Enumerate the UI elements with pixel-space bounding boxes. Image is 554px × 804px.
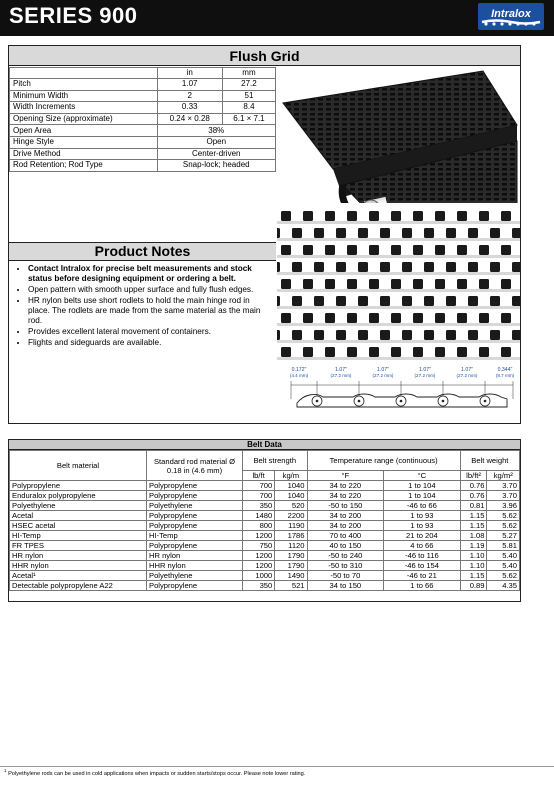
- belt-cell-rod: Polypropylene: [147, 481, 243, 491]
- belt-cell-kgm2: 4.35: [487, 581, 520, 591]
- spec-label: Pitch: [10, 79, 158, 91]
- header-rod: Standard rod material Ø 0.18 in (4.6 mm): [147, 451, 243, 481]
- spec-table: [9, 67, 276, 172]
- spec-label: Opening Size (approximate): [10, 113, 158, 125]
- belt-cell-lbft2: 1.15: [460, 521, 487, 531]
- belt-cell-kgm2: 5.27: [487, 531, 520, 541]
- belt-cell-kgm: 1786: [275, 531, 307, 541]
- belt-cell-lbft2: 1.10: [460, 551, 487, 561]
- belt-cell-lbft2: 1.19: [460, 541, 487, 551]
- notes-item: • Provides excellent lateral movement of containers.: [28, 327, 270, 337]
- belt-cell-kgm2: 5.62: [487, 521, 520, 531]
- belt-cell-rod: Polypropylene: [147, 511, 243, 521]
- belt-cell-lbft2: 0.76: [460, 491, 487, 501]
- belt-cell-c: -46 to 116: [384, 551, 461, 561]
- product-title: Flush Grid: [9, 46, 520, 66]
- belt-cell-kgm: 1790: [275, 561, 307, 571]
- header-kgm2: kg/m²: [487, 471, 520, 481]
- notes-item: • Open pattern with smooth upper surface and fully flush edges.: [28, 285, 270, 295]
- belt-cell-kgm2: 5.62: [487, 571, 520, 581]
- footnote-divider: [0, 766, 554, 767]
- dim-edge-left: 0.172": [291, 367, 307, 373]
- spec-unit-blank: [10, 68, 158, 79]
- belt-cell-lbft: 700: [243, 491, 275, 501]
- belt-cell-material: FR TPES: [10, 541, 147, 551]
- belt-data-title: Belt Data: [9, 440, 520, 450]
- belt-cell-f: 34 to 220: [307, 491, 384, 501]
- belt-cell-kgm: 2200: [275, 511, 307, 521]
- belt-cell-c: 4 to 66: [384, 541, 461, 551]
- pitch-dimension-drawing: [277, 363, 520, 423]
- belt-cell-kgm2: 5.40: [487, 561, 520, 571]
- notes-item: • Contact Intralox for precise belt measurements and stock status before designing equipment or ordering a belt.: [28, 264, 270, 284]
- dim-pitch: 1.07": [461, 367, 473, 373]
- belt-data-panel: [8, 439, 521, 602]
- spec-unit-mm: mm: [222, 68, 275, 79]
- belt-cell-material: Detectable polypropylene A22: [10, 581, 147, 591]
- spec-mm: 8.4: [222, 102, 275, 114]
- dim-pitch-mm: (27.2 mm): [330, 373, 352, 378]
- header-temp: Temperature range (continuous): [307, 451, 460, 471]
- footnote-text: Polyethylene rods can be used in cold applications when impacts or sudden starts/stops occur. Please note lower rating.: [8, 770, 306, 777]
- spec-row: [10, 90, 276, 102]
- spec-mm: 51: [222, 90, 275, 102]
- notes-list: [18, 264, 270, 349]
- belt-data-row: [10, 491, 520, 501]
- belt-cell-kgm: 1790: [275, 551, 307, 561]
- belt-cell-lbft: 1200: [243, 561, 275, 571]
- belt-cell-kgm: 1490: [275, 571, 307, 581]
- header-weight: Belt weight: [460, 451, 519, 471]
- logo-text: Intralox: [491, 8, 531, 20]
- belt-data-row: [10, 521, 520, 531]
- spec-unit-row: [10, 68, 276, 79]
- header-degf: °F: [307, 471, 384, 481]
- belt-cell-c: 1 to 93: [384, 521, 461, 531]
- belt-header-row: [10, 451, 520, 471]
- spec-row: [10, 160, 276, 172]
- spec-in: 2: [157, 90, 222, 102]
- belt-cell-lbft: 1000: [243, 571, 275, 581]
- spec-value: Snap-lock; headed: [157, 160, 275, 172]
- belt-cell-kgm2: 5.81: [487, 541, 520, 551]
- footnote-mark: 1: [4, 768, 7, 773]
- belt-cell-material: Polypropylene: [10, 481, 147, 491]
- belt-cell-c: -46 to 154: [384, 561, 461, 571]
- dim-edge-left-mm: (4.4 mm): [289, 373, 309, 378]
- dim-pitch-mm: (27.2 mm): [456, 373, 478, 378]
- notes-item: • Flights and sideguards are available.: [28, 338, 270, 348]
- belt-data-row: [10, 571, 520, 581]
- belt-cell-material: Acetal¹: [10, 571, 147, 581]
- belt-cell-lbft: 350: [243, 501, 275, 511]
- belt-cell-c: 1 to 104: [384, 491, 461, 501]
- belt-cell-rod: HR nylon: [147, 551, 243, 561]
- belt-cell-f: -50 to 240: [307, 551, 384, 561]
- dim-edge-right: 0.344": [497, 367, 513, 373]
- belt-cell-f: 34 to 200: [307, 521, 384, 531]
- belt-cell-material: HHR nylon: [10, 561, 147, 571]
- belt-cell-rod: Polypropylene: [147, 491, 243, 501]
- belt-cell-material: HI-Temp: [10, 531, 147, 541]
- spec-row: [10, 125, 276, 137]
- belt-cell-rod: Polypropylene: [147, 521, 243, 531]
- spec-value: Center-driven: [157, 148, 275, 160]
- belt-cell-lbft: 350: [243, 581, 275, 591]
- spec-row: [10, 136, 276, 148]
- header-bar: [0, 0, 554, 36]
- belt-cell-kgm: 1040: [275, 481, 307, 491]
- belt-cell-kgm2: 3.70: [487, 481, 520, 491]
- belt-cell-lbft: 1200: [243, 551, 275, 561]
- belt-cell-kgm: 521: [275, 581, 307, 591]
- belt-cell-rod: HHR nylon: [147, 561, 243, 571]
- belt-cell-f: 34 to 220: [307, 481, 384, 491]
- belt-cell-f: 34 to 200: [307, 511, 384, 521]
- belt-cell-f: -50 to 70: [307, 571, 384, 581]
- belt-cell-lbft2: 1.10: [460, 561, 487, 571]
- spec-label: Width Increments: [10, 102, 158, 114]
- belt-cell-material: Acetal: [10, 511, 147, 521]
- belt-cell-kgm: 520: [275, 501, 307, 511]
- belt-cell-material: HR nylon: [10, 551, 147, 561]
- belt-cell-lbft: 800: [243, 521, 275, 531]
- spec-in: 0.33: [157, 102, 222, 114]
- belt-cell-lbft: 750: [243, 541, 275, 551]
- belt-cell-material: HSEC acetal: [10, 521, 147, 531]
- belt-cell-rod: Polypropylene: [147, 581, 243, 591]
- intralox-logo: [478, 3, 544, 30]
- belt-cell-f: 34 to 150: [307, 581, 384, 591]
- belt-cell-c: 1 to 104: [384, 481, 461, 491]
- header-strength: Belt strength: [243, 451, 308, 471]
- header-degc: °C: [384, 471, 461, 481]
- belt-cell-f: -50 to 150: [307, 501, 384, 511]
- dim-pitch: 1.07": [377, 367, 389, 373]
- belt-cell-kgm2: 5.40: [487, 551, 520, 561]
- header-kgm: kg/m: [275, 471, 307, 481]
- header-lbft2: lb/ft²: [460, 471, 487, 481]
- belt-cell-f: 70 to 400: [307, 531, 384, 541]
- belt-cell-lbft: 700: [243, 481, 275, 491]
- spec-mm: 27.2: [222, 79, 275, 91]
- belt-cell-kgm2: 5.62: [487, 511, 520, 521]
- belt-data-row: [10, 511, 520, 521]
- belt-cell-f: 40 to 150: [307, 541, 384, 551]
- belt-cell-rod: Polypropylene: [147, 541, 243, 551]
- belt-cell-lbft2: 0.81: [460, 501, 487, 511]
- spec-label: Hinge Style: [10, 136, 158, 148]
- belt-cell-lbft2: 1.08: [460, 531, 487, 541]
- belt-data-row: [10, 541, 520, 551]
- spec-label: Rod Retention; Rod Type: [10, 160, 158, 172]
- dim-pitch: 1.07": [335, 367, 347, 373]
- belt-cell-kgm: 1190: [275, 521, 307, 531]
- belt-cell-c: -46 to 66: [384, 501, 461, 511]
- dim-pitch-mm: (27.2 mm): [414, 373, 436, 378]
- belt-cell-c: 1 to 93: [384, 511, 461, 521]
- belt-data-row: [10, 501, 520, 511]
- spec-row: [10, 102, 276, 114]
- spec-label: Open Area: [10, 125, 158, 137]
- spec-in: 1.07: [157, 79, 222, 91]
- notes-item: • HR nylon belts use short rodlets to hold the main hinge rod in place. The rodlets are made from the same material as the main rod.: [28, 296, 270, 326]
- belt-cell-material: Polyethylene: [10, 501, 147, 511]
- belt-cell-rod: Polyethylene: [147, 571, 243, 581]
- spec-row: [10, 148, 276, 160]
- belt-cell-kgm: 1120: [275, 541, 307, 551]
- belt-cell-lbft: 1200: [243, 531, 275, 541]
- spec-value: 38%: [157, 125, 275, 137]
- series-title: SERIES 900: [9, 3, 138, 28]
- belt-cell-lbft2: 0.89: [460, 581, 487, 591]
- spec-value: Open: [157, 136, 275, 148]
- belt-cell-c: -46 to 21: [384, 571, 461, 581]
- belt-cell-kgm2: 3.70: [487, 491, 520, 501]
- belt-cell-kgm: 1040: [275, 491, 307, 501]
- spec-mm: 6.1 × 7.1: [222, 113, 275, 125]
- belt-cell-lbft2: 1.15: [460, 511, 487, 521]
- spec-row: [10, 113, 276, 125]
- header-material: Belt material: [10, 451, 147, 481]
- belt-data-row: [10, 581, 520, 591]
- belt-cell-lbft2: 1.15: [460, 571, 487, 581]
- product-panel: [8, 45, 521, 424]
- belt-data-row: [10, 531, 520, 541]
- belt-cell-lbft: 1480: [243, 511, 275, 521]
- belt-cell-lbft2: 0.76: [460, 481, 487, 491]
- dim-pitch: 1.07": [419, 367, 431, 373]
- belt-cell-f: -50 to 310: [307, 561, 384, 571]
- belt-data-table: [9, 450, 520, 591]
- belt-cell-c: 21 to 204: [384, 531, 461, 541]
- belt-cell-c: 1 to 66: [384, 581, 461, 591]
- belt-cell-kgm2: 3.96: [487, 501, 520, 511]
- dim-edge-right-mm: (8.7 mm): [495, 373, 515, 378]
- spec-in: 0.24 × 0.28: [157, 113, 222, 125]
- belt-data-row: [10, 551, 520, 561]
- belt-cell-rod: Polyethylene: [147, 501, 243, 511]
- footnote: [4, 768, 305, 777]
- spec-row: [10, 79, 276, 91]
- spec-label: Drive Method: [10, 148, 158, 160]
- belt-data-row: [10, 481, 520, 491]
- dim-pitch-mm: (27.2 mm): [372, 373, 394, 378]
- spec-label: Minimum Width: [10, 90, 158, 102]
- notes-title: Product Notes: [9, 242, 276, 261]
- product-notes: [9, 242, 276, 424]
- belt-cell-rod: HI-Temp: [147, 531, 243, 541]
- belt-cell-material: Enduralox polypropylene: [10, 491, 147, 501]
- belt-data-row: [10, 561, 520, 571]
- spec-unit-in: in: [157, 68, 222, 79]
- header-lbft: lb/ft: [243, 471, 275, 481]
